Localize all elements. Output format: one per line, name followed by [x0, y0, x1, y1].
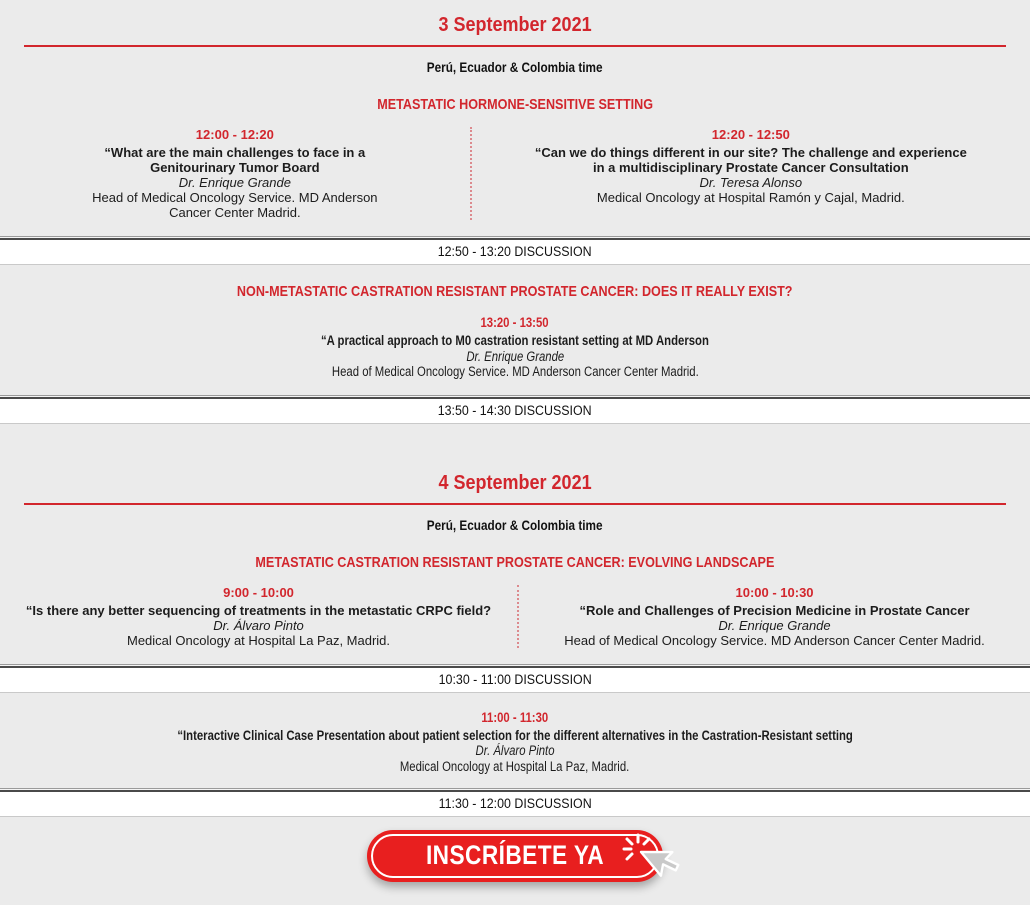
discussion-label: 12:50 - 13:20 DISCUSSION: [438, 244, 592, 260]
session-card: [0, 127, 470, 220]
day1-section-heading-1: [0, 96, 1030, 113]
session-time-text: 13:20 - 13:50: [480, 315, 550, 331]
discussion-label: 13:50 - 14:30 DISCUSSION: [438, 402, 592, 418]
day2-date-text: 4 September 2021: [438, 471, 592, 494]
session-speaker: [0, 349, 1030, 364]
session-speaker-text: Dr. Álvaro Pinto: [475, 743, 555, 759]
session-affiliation: Medical Oncology at Hospital La Paz, Madrid.: [127, 632, 391, 648]
cta-area: [367, 830, 663, 882]
session-speaker-text: Dr. Enrique Grande: [466, 348, 564, 364]
session-time: 12:00 - 12:20: [195, 127, 274, 142]
session-time: 9:00 - 10:00: [223, 584, 294, 600]
session-card: [517, 585, 1030, 648]
session-affiliation: Head of Medical Oncology Service. MD Anderson Cancer Center Madrid.: [92, 190, 378, 221]
discussion-label: 10:30 - 11:00 DISCUSSION: [438, 671, 592, 687]
day2-section-heading-1: [0, 554, 1030, 571]
session-title: [0, 333, 1030, 348]
day-section-1: [0, 15, 1030, 424]
discussion-band: [0, 397, 1030, 424]
day1-timezone-label: [0, 59, 1030, 75]
session-card: [0, 585, 517, 648]
day1-date-title: [0, 15, 1030, 36]
session-time: 10:00 - 10:30: [735, 584, 814, 600]
day1-heading1-text: METASTATIC HORMONE-SENSITIVE SETTING: [377, 96, 653, 113]
day2-heading1-text: METASTATIC CASTRATION RESISTANT PROSTATE CANCER: EVOLVING LANDSCAPE: [255, 553, 775, 571]
session-time-text: 11:00 - 11:30: [481, 709, 549, 725]
discussion-band: [0, 666, 1030, 693]
day1-section-heading-2: [0, 283, 1030, 300]
discussion-band: [0, 238, 1030, 265]
session-time: 12:20 - 12:50: [711, 127, 790, 142]
click-cursor-icon: [622, 831, 680, 905]
day2-timezone-label: [0, 517, 1030, 533]
day1-heading2-text: NON-METASTATIC CASTRATION RESISTANT PROSTATE CANCER: DOES IT REALLY EXIST?: [237, 283, 793, 301]
register-button-label: INSCRÍBETE YA: [425, 840, 605, 871]
session-title: [0, 728, 1030, 743]
session-card: [0, 315, 1030, 379]
session-title: “What are the main challenges to face in a Genitourinary Tumor Board: [104, 145, 366, 176]
session-time: [0, 710, 1030, 725]
session-title: “Role and Challenges of Precision Medicine in Prostate Cancer: [579, 602, 970, 618]
session-affiliation: Head of Medical Oncology Service. MD Anderson Cancer Center Madrid.: [564, 632, 985, 648]
day2-session-row: [0, 585, 1030, 657]
session-affiliation-text: Medical Oncology at Hospital La Paz, Madrid.: [400, 758, 630, 774]
red-rule: [24, 45, 1006, 47]
day2-date-title: [0, 473, 1030, 494]
session-card: [470, 127, 1030, 220]
session-title-text: “Interactive Clinical Case Presentation about patient selection for the different alternatives in the Castration-Resistant setting: [177, 727, 853, 743]
session-speaker: [0, 743, 1030, 758]
day2-timezone-text: Perú, Ecuador & Colombia time: [427, 516, 603, 533]
session-title-text: “A practical approach to M0 castration resistant setting at MD Anderson: [321, 333, 709, 349]
register-button-face: [371, 834, 659, 878]
day1-timezone-text: Perú, Ecuador & Colombia time: [427, 59, 603, 75]
day-section-2: [0, 473, 1030, 817]
session-affiliation-text: Head of Medical Oncology Service. MD Anderson Cancer Center Madrid.: [331, 364, 699, 380]
session-speaker: Dr. Teresa Alonso: [699, 175, 803, 191]
session-title: “Can we do things different in our site? The challenge and experience in a multidisciplinary Prostate Cancer Consultation: [534, 145, 967, 176]
session-affiliation: Medical Oncology at Hospital Ramón y Cajal, Madrid.: [596, 190, 905, 206]
discussion-label: 11:30 - 12:00 DISCUSSION: [438, 795, 592, 811]
session-affiliation: [0, 364, 1030, 379]
session-speaker: Dr. Enrique Grande: [718, 617, 831, 633]
red-rule: [24, 503, 1006, 505]
session-speaker: Dr. Álvaro Pinto: [213, 617, 304, 633]
register-button[interactable]: [367, 830, 663, 882]
session-title: “Is there any better sequencing of treatments in the metastatic CRPC field?: [25, 602, 492, 618]
session-affiliation: [0, 759, 1030, 774]
day1-date-text: 3 September 2021: [438, 14, 592, 36]
session-card: [0, 710, 1030, 774]
session-speaker: Dr. Enrique Grande: [178, 175, 291, 191]
session-time: [0, 315, 1030, 330]
day1-session-row: [0, 127, 1030, 229]
discussion-band: [0, 790, 1030, 817]
